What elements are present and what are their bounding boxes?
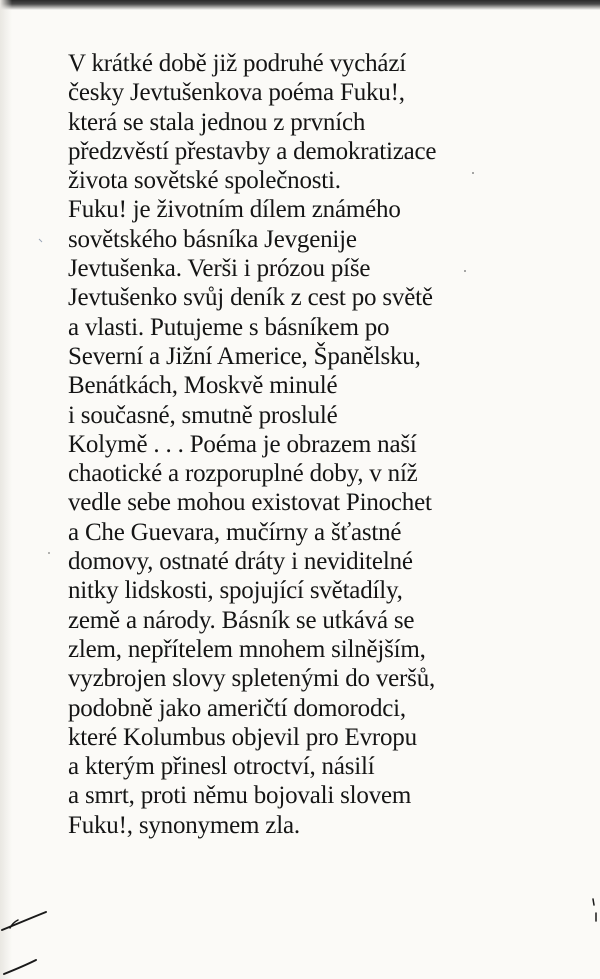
text-line: Fuku! je životním dílem známého <box>68 196 401 224</box>
edge-marks <box>590 895 600 925</box>
text-line: zlem, nepřítelem mnohem silnějším, <box>68 635 426 663</box>
text-line: země a národy. Básník se utkává se <box>68 606 415 634</box>
dust-mark <box>38 238 44 244</box>
dust-mark <box>462 268 468 274</box>
text-line: Jevtušenka. Verši i prózou píše <box>68 255 371 283</box>
text-line: která se stala jednou z prvních <box>68 108 366 136</box>
dust-mark <box>46 550 52 556</box>
text-line: podobně jako američtí domorodci, <box>68 694 406 722</box>
text-line: Severní a Jižní Americe, Španělsku, <box>68 342 421 370</box>
text-line: a smrt, proti němu bojovali slovem <box>68 782 412 810</box>
dust-mark <box>470 170 476 176</box>
text-line: vyzbrojen slovy spletenými do veršů, <box>68 665 436 693</box>
text-line: i současné, smutně proslulé <box>68 401 338 429</box>
text-line: které Kolumbus objevil pro Evropu <box>68 723 417 751</box>
text-line: V krátké době již podruhé vychází <box>68 50 406 77</box>
body-text <box>68 49 588 840</box>
pen-scratch-mark <box>0 900 60 979</box>
text-line: Kolymě . . . Poéma je obrazem naší <box>68 430 417 458</box>
text-line: nitky lidskosti, spojující světadíly, <box>68 577 403 605</box>
text-line: domovy, ostnaté dráty i neviditelné <box>68 548 413 576</box>
text-line: Jevtušenko svůj deník z cest po světě <box>68 284 433 312</box>
text-line: sovětského básníka Jevgenije <box>68 225 357 253</box>
text-line: a vlasti. Putujeme s básníkem po <box>68 313 390 341</box>
text-line: chaotické a rozporuplné doby, v níž <box>68 460 418 488</box>
text-line: vedle sebe mohou existovat Pinochet <box>68 489 432 517</box>
scan-top-edge <box>0 0 600 10</box>
text-line: česky Jevtušenkova poéma Fuku!, <box>68 79 405 107</box>
text-line: Fuku!, synonymem zla. <box>68 811 300 839</box>
scan-left-shadow <box>0 0 12 979</box>
text-line: života sovětské společnosti. <box>68 167 341 195</box>
text-line: a kterým přinesl otroctví, násilí <box>68 753 375 781</box>
text-line: a Che Guevara, mučírny a šťastné <box>68 518 402 546</box>
text-line: Benátkách, Moskvě minulé <box>68 372 338 400</box>
text-line: předzvěstí přestavby a demokratizace <box>68 137 437 165</box>
